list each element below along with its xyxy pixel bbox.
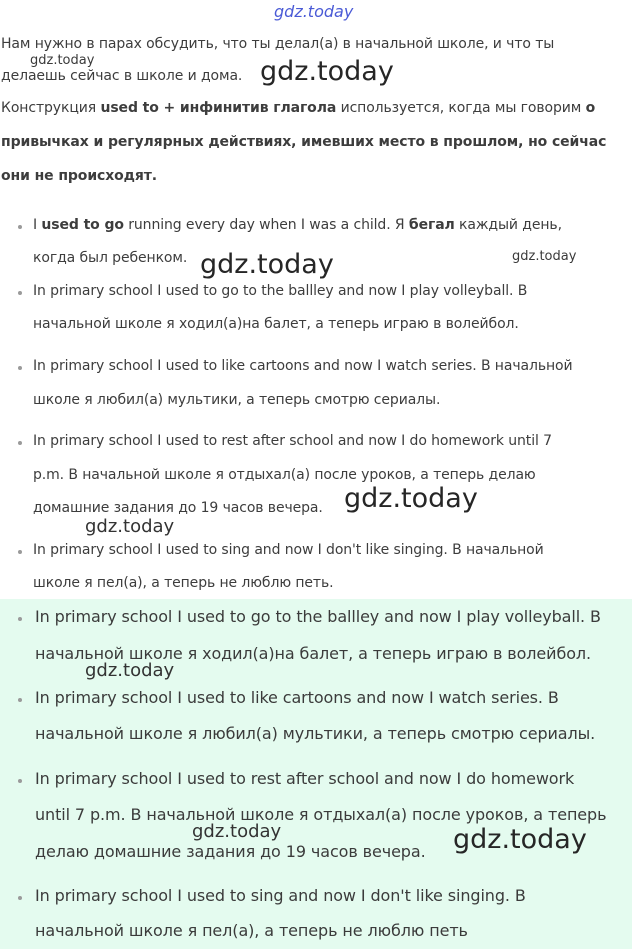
example-4-line-1: In primary school I used to rest after school and now I do homework until 7 — [33, 433, 552, 449]
answer-2-line-1: In primary school I used to like cartoons and now I watch series. В — [35, 688, 559, 707]
rule-line-2: привычках и регулярных действиях, имевших место в прошлом, но сейчас — [1, 134, 607, 150]
answer-1-line-2: начальной школе я ходил(а)на балет, а теперь играю в волейбол. — [35, 644, 592, 663]
example-3-line-2: школе я любил(а) мультики, а теперь смотрю сериалы. — [33, 392, 441, 408]
rule-line-1: Конструкция used to + инфинитив глагола используется, когда мы говорим о — [1, 100, 596, 116]
bullet — [18, 225, 22, 229]
example-5-line-2: школе я пел(а), а теперь не люблю петь. — [33, 575, 334, 591]
bullet — [18, 291, 22, 295]
answer-2-line-2: начальной школе я любил(а) мультики, а теперь смотрю сериалы. — [35, 724, 596, 743]
bullet — [18, 779, 22, 783]
watermark: gdz.today — [30, 53, 95, 68]
example-1-line-2: когда был ребенком. — [33, 250, 188, 266]
watermark: gdz.today — [85, 516, 175, 537]
answer-3-line-3: делаю домашние задания до 19 часов вечера. — [35, 842, 426, 861]
example-2-line-1: In primary school I used to go to the ballley and now I play volleyball. В — [33, 283, 528, 299]
watermark: gdz.today — [260, 56, 394, 87]
example-1-line-1: I used to go running every day when I was a child. Я бегал каждый день, — [33, 217, 562, 233]
answer-1-line-1: In primary school I used to go to the ballley and now I play volleyball. В — [35, 607, 601, 626]
intro-line-1: Нам нужно в парах обсудить, что ты делал(а) в начальной школе, и что ты — [1, 36, 555, 52]
watermark: gdz.today — [85, 660, 175, 681]
example-2-line-2: начальной школе я ходил(а)на балет, а теперь играю в волейбол. — [33, 316, 519, 332]
watermark: gdz.today — [344, 483, 478, 514]
answer-3-line-2: until 7 p.m. В начальной школе я отдыхал(а) после уроков, а теперь — [35, 805, 607, 824]
answer-3-line-1: In primary school I used to rest after school and now I do homework — [35, 769, 575, 788]
watermark: gdz.today — [453, 824, 587, 855]
example-3-line-1: In primary school I used to like cartoons and now I watch series. В начальной — [33, 358, 573, 374]
example-5-line-1: In primary school I used to sing and now I don't like singing. В начальной — [33, 542, 544, 558]
answer-4-line-2: начальной школе я пел(а), а теперь не люблю петь — [35, 921, 468, 940]
rule-line-3: они не происходят. — [1, 168, 158, 184]
intro-line-2: делаешь сейчас в школе и дома. — [1, 68, 243, 84]
example-4-line-3: домашние задания до 19 часов вечера. — [33, 500, 323, 516]
bullet — [18, 896, 22, 900]
bullet — [18, 698, 22, 702]
watermark-top: gdz.today — [274, 2, 354, 21]
bullet — [18, 550, 22, 554]
answer-4-line-1: In primary school I used to sing and now I don't like singing. В — [35, 886, 526, 905]
example-4-line-2: p.m. В начальной школе я отдыхал(а) после уроков, а теперь делаю — [33, 467, 536, 483]
bullet — [18, 617, 22, 621]
watermark: gdz.today — [512, 249, 577, 264]
bullet — [18, 366, 22, 370]
watermark: gdz.today — [192, 821, 282, 842]
watermark: gdz.today — [200, 249, 334, 280]
bullet — [18, 441, 22, 445]
